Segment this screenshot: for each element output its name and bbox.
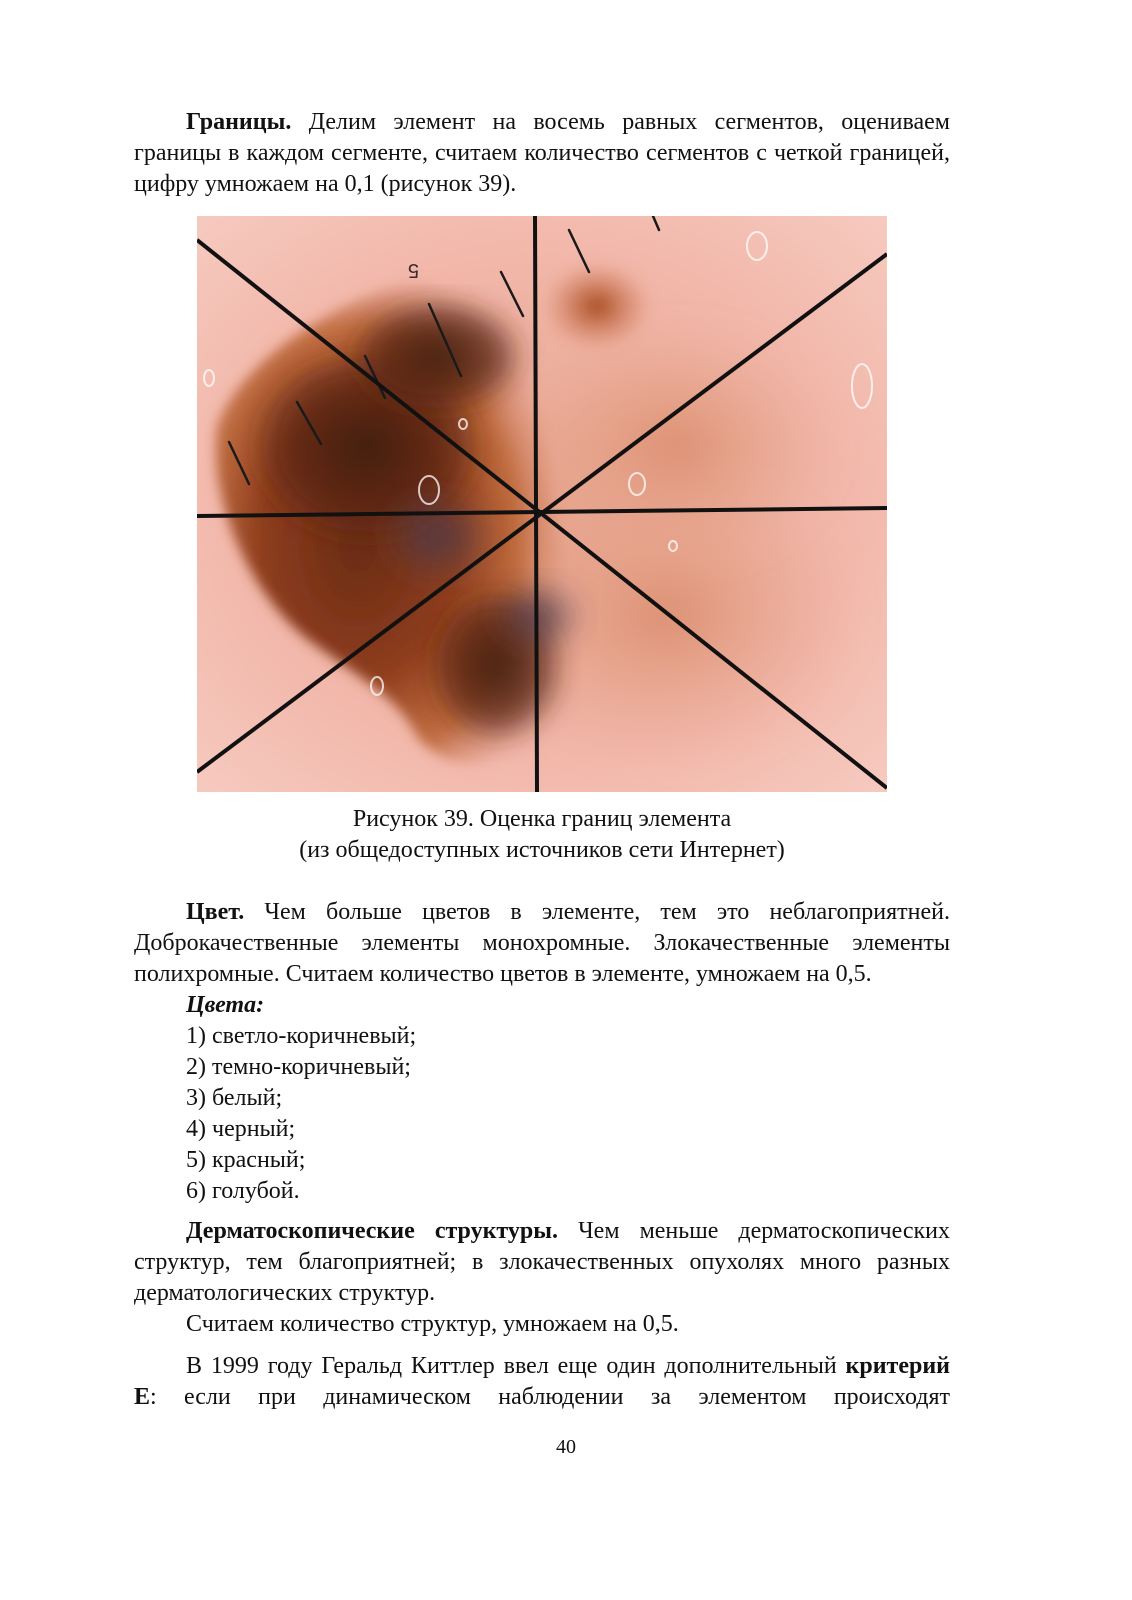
borders-text: Делим элемент на восемь равных сегментов, оцениваем границы в каждом сегменте, считаем количество сегментов с четкой границей, цифру умножаем на 0,1 (рисунок 39). (134, 109, 950, 197)
structures-paragraph (134, 1216, 950, 1309)
list-item: 2) темно-коричневый; (186, 1054, 411, 1080)
dermatoscopy-figure (197, 216, 887, 792)
structures-section (134, 1216, 950, 1340)
structures-text: Чем меньше дерматоскопических структур, тем благоприятней; в злокачественных опухолях много разных дерматологических структур. (134, 1218, 951, 1306)
lesion-bluish-area (377, 486, 497, 586)
borders-lead: Границы. (186, 109, 292, 135)
colors-list (134, 1021, 950, 1207)
list-item: 6) голубой. (186, 1178, 300, 1204)
mark-label: 5 (407, 259, 419, 281)
kittler-paragraph (134, 1351, 950, 1413)
list-item: 1) светло-коричневый; (186, 1023, 417, 1049)
colors-list-title: Цвета: (186, 992, 265, 1018)
lesion-image (197, 216, 887, 792)
caption-line-1: Рисунок 39. Оценка границ элемента (352, 806, 732, 832)
color-paragraph (134, 897, 950, 990)
kittler-section (134, 1351, 950, 1413)
color-lead: Цвет. (186, 899, 245, 925)
figure-caption (134, 804, 950, 866)
kittler-criterion: критерий Е (134, 1353, 950, 1410)
borders-paragraph-block (134, 107, 950, 200)
kittler-text-after: : если при динамическом наблюдении за элементом происходят (150, 1384, 950, 1410)
structures-lead: Дерматоскопические структуры. (186, 1218, 558, 1244)
color-section (134, 897, 950, 1207)
lesion-dark-upper (347, 296, 527, 416)
color-text: Чем больше цветов в элементе, тем это неблагоприятней. Доброкачественные элементы монохромные. Злокачественные элементы полихромные. Считаем количество цветов в элементе, умножаем на 0,5. (134, 899, 950, 987)
borders-paragraph (134, 107, 950, 200)
kittler-text-before: В 1999 году Геральд Киттлер ввел еще один дополнительный (186, 1353, 846, 1379)
structures-count-paragraph: Считаем количество структур, умножаем на 0,5. (186, 1311, 679, 1337)
page-number: 40 (556, 1436, 576, 1458)
lesion-upper-spot (542, 261, 652, 351)
list-item: 4) черный; (186, 1116, 296, 1142)
caption-line-2: (из общедоступных источников сети Интернет) (299, 837, 785, 863)
list-item: 3) белый; (186, 1085, 283, 1111)
list-item: 5) красный; (186, 1147, 306, 1173)
vertical-line (535, 216, 537, 792)
